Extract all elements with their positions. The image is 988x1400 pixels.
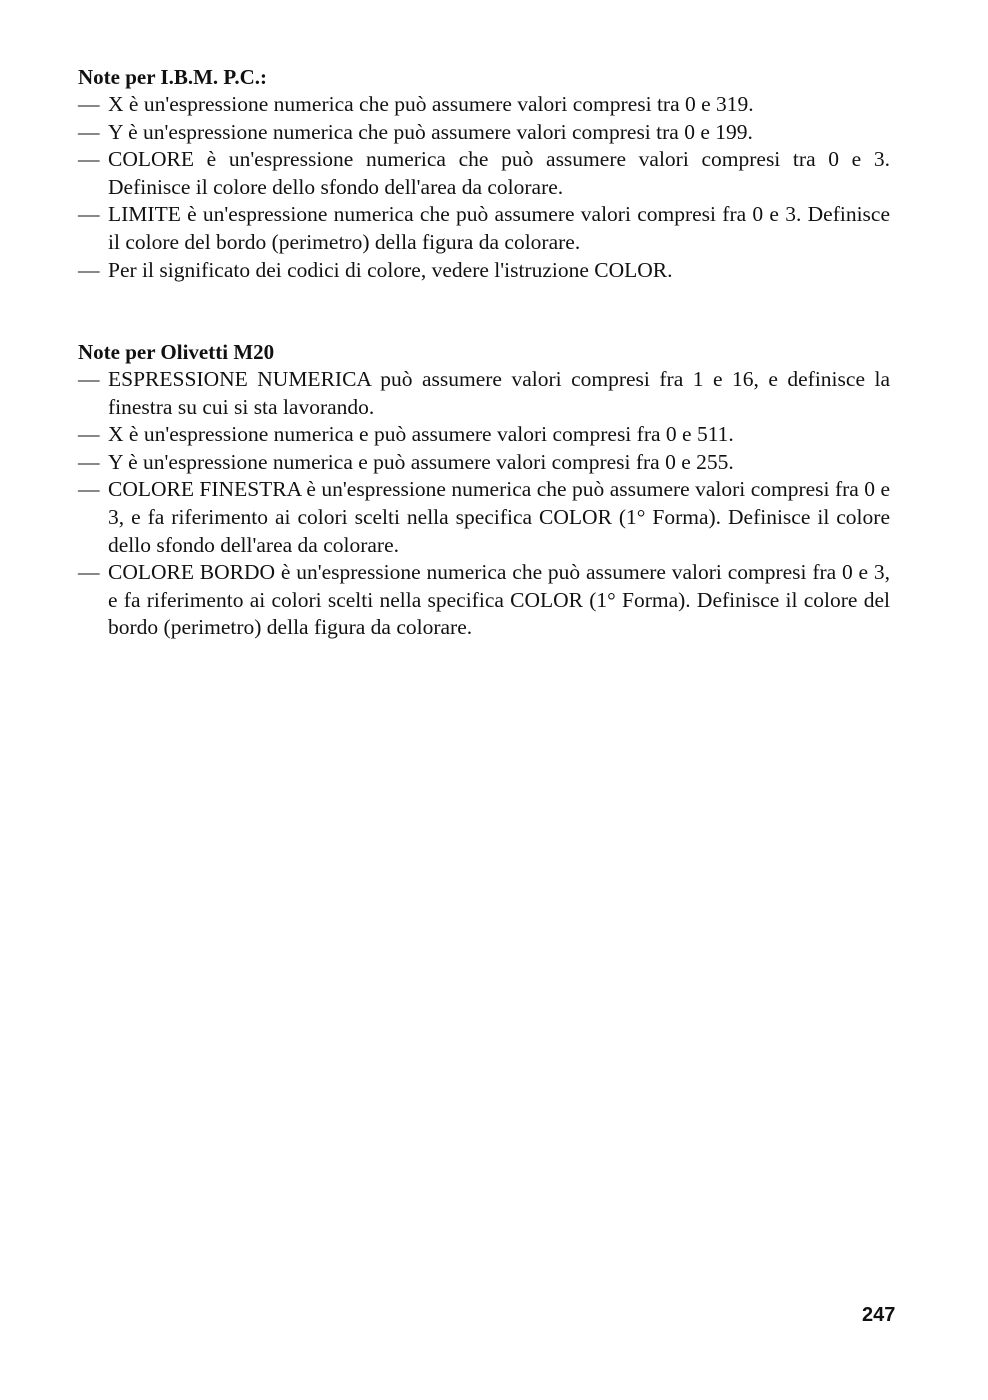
note-item bbox=[78, 421, 890, 449]
section-ibm-pc-notes bbox=[78, 63, 890, 284]
notes-list bbox=[78, 91, 890, 284]
dash-bullet: — bbox=[78, 147, 100, 172]
note-text: Y è un'espressione numerica che può assumere valori compresi tra 0 e 199. bbox=[108, 119, 753, 144]
note-item bbox=[78, 559, 890, 642]
section-heading: Note per I.B.M. P.C.: bbox=[78, 65, 267, 89]
note-item bbox=[78, 449, 890, 477]
dash-bullet: — bbox=[78, 477, 100, 502]
note-text: ESPRESSIONE NUMERICA può assumere valori compresi fra 1 e 16, e definisce la finestra su cui si sta lavorando. bbox=[108, 367, 890, 419]
dash-bullet: — bbox=[78, 422, 100, 447]
note-item bbox=[78, 257, 890, 285]
dash-bullet: — bbox=[78, 257, 100, 282]
note-item bbox=[78, 201, 890, 256]
note-text: X è un'espressione numerica che può assumere valori compresi tra 0 e 319. bbox=[108, 92, 754, 116]
note-item bbox=[78, 476, 890, 559]
dash-bullet: — bbox=[78, 202, 100, 227]
note-text: Y è un'espressione numerica e può assumere valori compresi fra 0 e 255. bbox=[108, 449, 734, 474]
section-heading: Note per Olivetti M20 bbox=[78, 340, 275, 364]
page-number: 247 bbox=[862, 1304, 896, 1326]
note-text: COLORE FINESTRA è un'espressione numerica che può assumere valori compresi fra 0 e 3, e fa riferimento ai colori scelti nella specifica COLOR (1° Forma). Definisce il colore dello sfondo dell'area da colorare. bbox=[108, 477, 890, 557]
notes-list bbox=[78, 366, 890, 642]
note-item bbox=[78, 119, 890, 147]
note-text: X è un'espressione numerica e può assumere valori compresi fra 0 e 511. bbox=[108, 422, 734, 447]
dash-bullet: — bbox=[78, 367, 100, 391]
dash-bullet: — bbox=[78, 560, 100, 585]
dash-bullet: — bbox=[78, 92, 100, 116]
note-text: COLORE BORDO è un'espressione numerica che può assumere valori compresi fra 0 e 3, e fa riferimento ai colori scelti nella specifica COLOR (1° Forma). Definisce il colore del bordo (perimetro) della figura da colorare. bbox=[108, 560, 890, 640]
note-text: LIMITE è un'espressione numerica che può assumere valori compresi fra 0 e 3. Definisce il colore del bordo (perimetro) della figura da colorare. bbox=[108, 202, 890, 254]
note-text: COLORE è un'espressione numerica che può assumere valori compresi tra 0 e 3. Definisce il colore dello sfondo dell'area da colorare. bbox=[108, 147, 890, 199]
note-item bbox=[78, 366, 890, 421]
note-item bbox=[78, 146, 890, 201]
dash-bullet: — bbox=[78, 449, 100, 474]
dash-bullet: — bbox=[78, 119, 100, 144]
note-item bbox=[78, 91, 890, 119]
note-text: Per il significato dei codici di colore, vedere l'istruzione COLOR. bbox=[108, 257, 673, 282]
section-olivetti-m20-notes bbox=[78, 338, 890, 642]
